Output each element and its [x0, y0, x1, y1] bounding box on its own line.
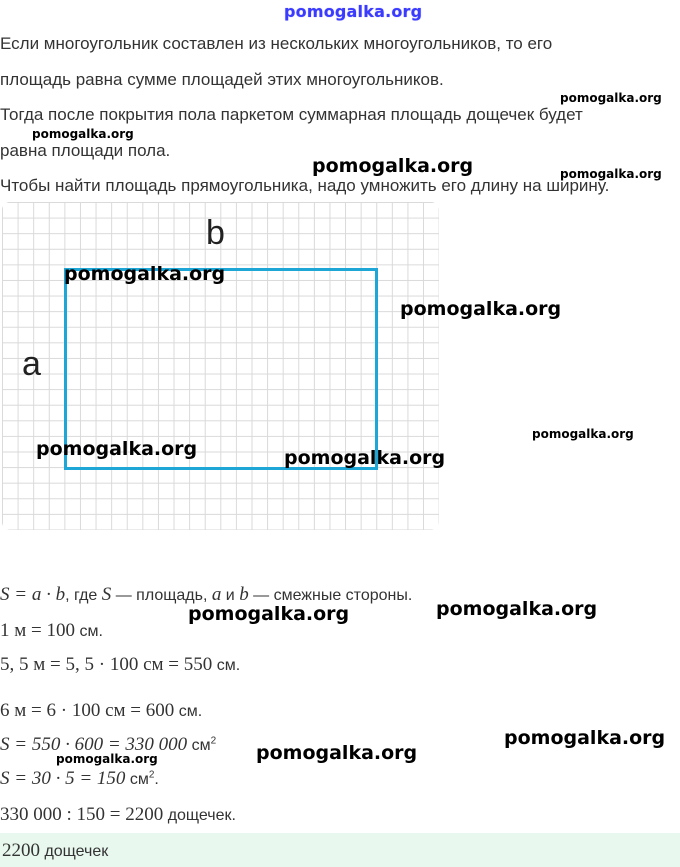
watermark: pomogalka.org [400, 298, 562, 320]
formula-meter-conversion [0, 620, 103, 642]
formula-area-text-2: — площадь, [111, 587, 212, 604]
formula-area-and: и [221, 587, 240, 604]
answer-unit: дощечек [40, 843, 109, 860]
formula-area-text-1: , где [65, 587, 102, 604]
formula-area-b: b [239, 584, 249, 605]
formula-plank-area-unit: см [125, 771, 149, 788]
formula-area-s: S [101, 584, 112, 605]
watermark: pomogalka.org [36, 438, 198, 460]
formula-count [0, 804, 236, 826]
formula-plank-area-sup: 2 [148, 769, 155, 781]
formula-area-math: S = a · b [0, 584, 66, 605]
formula-floor-area-sup: 2 [210, 735, 217, 747]
formula-plank-area [0, 768, 159, 790]
watermark: pomogalka.org [436, 598, 598, 620]
formula-width-unit: см. [174, 703, 203, 720]
answer-value: 2200 [2, 840, 40, 861]
watermark: pomogalka.org [532, 427, 634, 441]
watermark: pomogalka.org [560, 167, 662, 181]
formula-meter-math: 1 м = 100 [0, 620, 75, 641]
watermark: pomogalka.org [560, 91, 662, 105]
answer-line [2, 840, 108, 862]
paragraph-1-line-2: площадь равна сумме площадей этих многоугольников. [0, 70, 444, 89]
paragraph-2-line-1: Тогда после покрытия пола паркетом суммарная площадь дощечек будет [0, 105, 583, 124]
formula-area-a: a [211, 584, 222, 605]
watermark: pomogalka.org [188, 603, 350, 625]
watermark: pomogalka.org [312, 155, 474, 177]
formula-length [0, 654, 240, 676]
formula-width-math: 6 м = 6 · 100 см = 600 [0, 700, 175, 721]
formula-count-unit: дощечек. [163, 807, 236, 824]
watermark: pomogalka.org [284, 447, 446, 469]
paragraph-2-line-2: равна площади пола. [0, 141, 171, 160]
formula-floor-area-unit: см [187, 737, 211, 754]
formula-length-math: 5, 5 м = 5, 5 · 100 см = 550 [0, 654, 213, 675]
formula-plank-area-end: . [154, 771, 159, 788]
formula-width [0, 700, 202, 722]
side-label-a: a [22, 345, 41, 383]
watermark: pomogalka.org [64, 263, 226, 285]
paragraph-3: Чтобы найти площадь прямоугольника, надо умножить его длину на ширину. [0, 176, 610, 195]
side-label-b: b [206, 214, 225, 252]
watermark: pomogalka.org [504, 727, 666, 749]
watermark: pomogalka.org [56, 752, 158, 766]
watermark: pomogalka.org [256, 742, 418, 764]
formula-plank-area-math: S = 30 · 5 = 150 [0, 768, 126, 789]
formula-meter-unit: см. [75, 623, 103, 640]
formula-floor-area-math: S = 550 · 600 = 330 000 [0, 734, 188, 755]
watermark-top: pomogalka.org [284, 2, 423, 21]
formula-count-math: 330 000 : 150 = 2200 [0, 804, 164, 825]
paragraph-1-line-1: Если многоугольник составлен из нескольких многоугольников, то его [0, 34, 553, 53]
formula-area-text-3: — смежные стороны. [248, 587, 413, 604]
formula-length-unit: см. [212, 657, 241, 674]
watermark: pomogalka.org [32, 127, 134, 141]
